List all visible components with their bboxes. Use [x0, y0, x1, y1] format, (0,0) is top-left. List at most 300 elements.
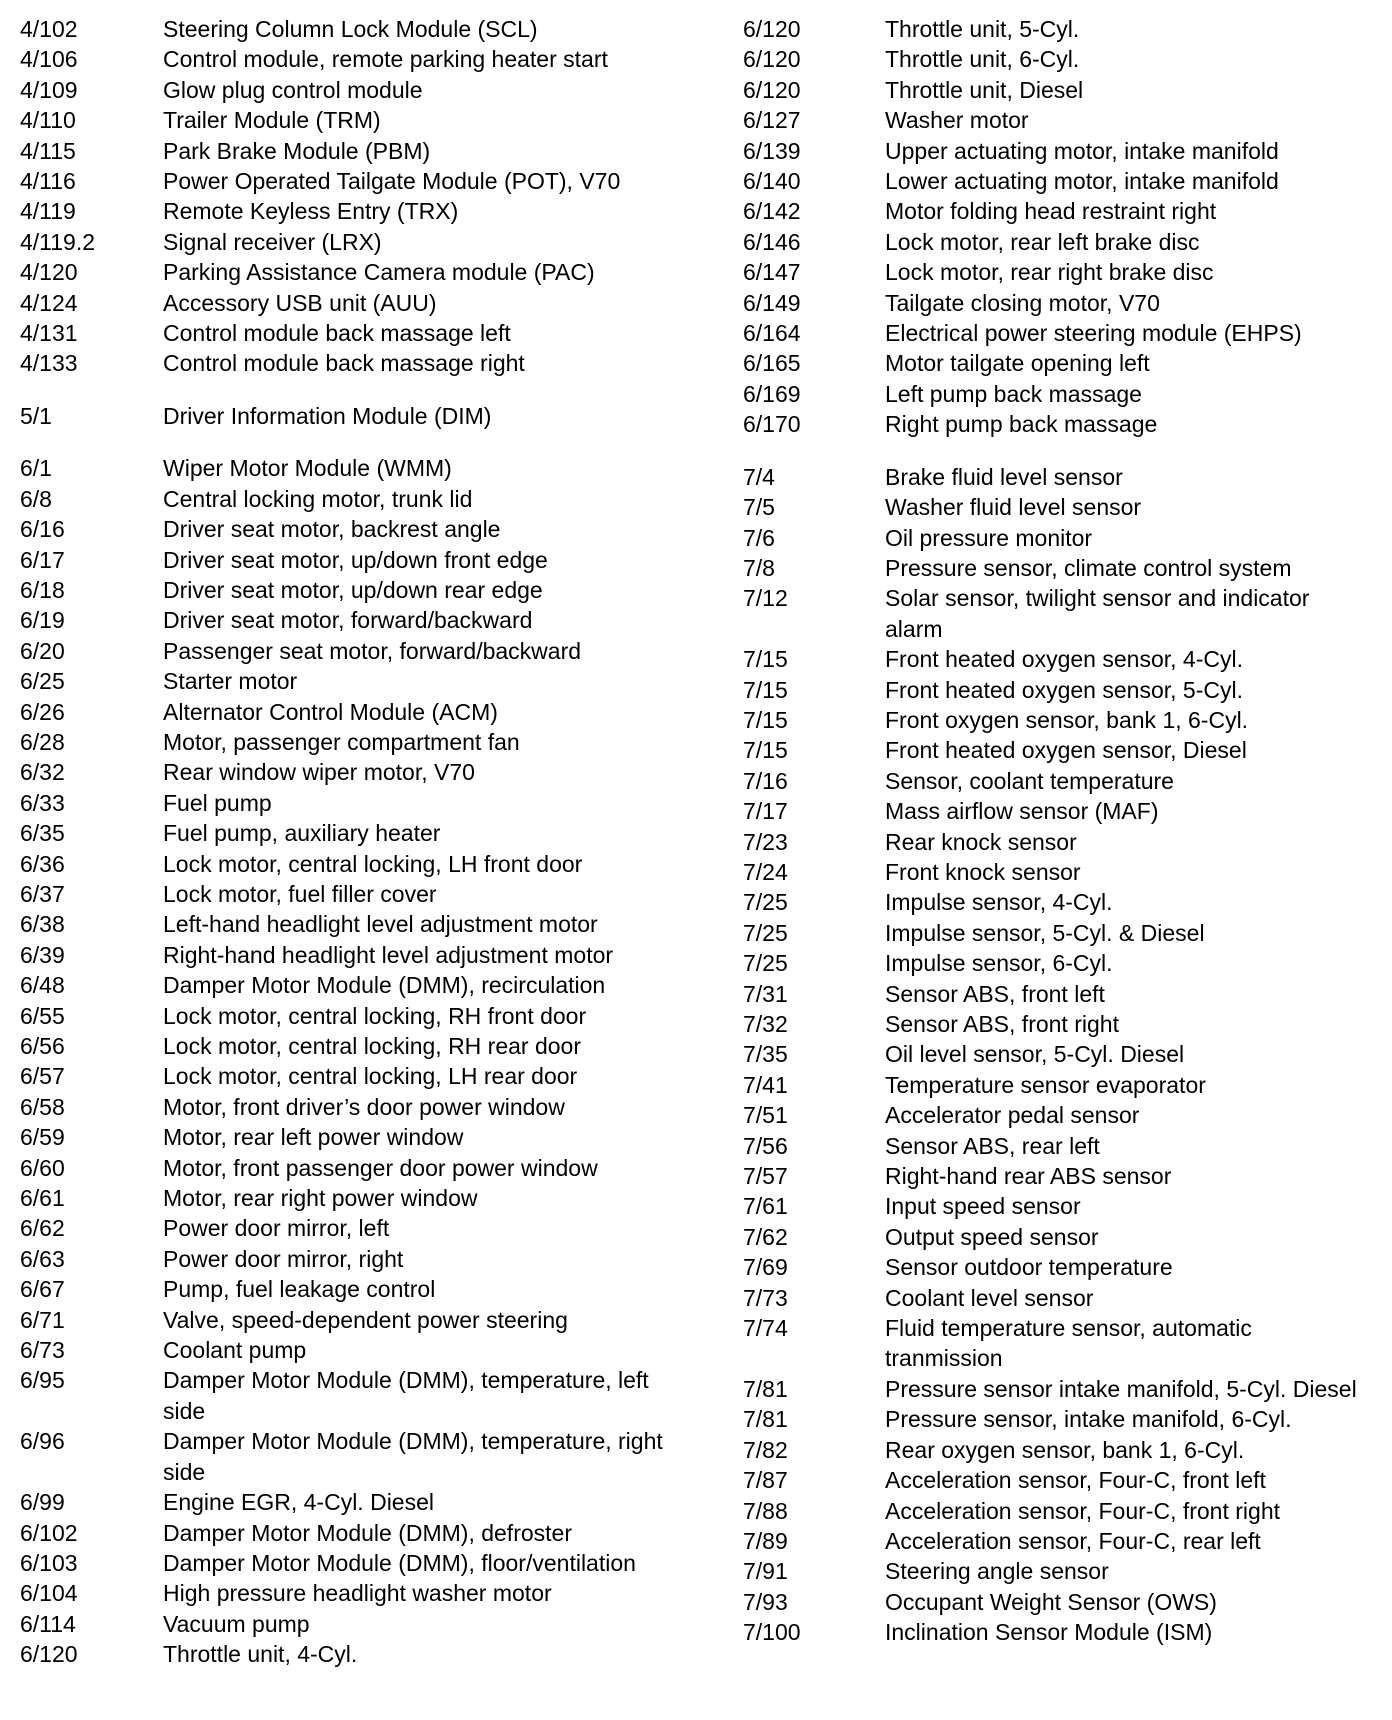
component-code: 6/16 — [20, 516, 65, 543]
component-row — [743, 257, 1363, 287]
component-code: 4/124 — [20, 289, 78, 316]
component-code: 7/51 — [743, 1102, 788, 1129]
component-row — [20, 1213, 680, 1243]
component-row — [20, 257, 680, 287]
component-code: 6/36 — [20, 850, 65, 877]
component-code: 6/120 — [20, 1641, 78, 1668]
component-description: Occupant Weight Sensor (OWS) — [885, 1588, 1217, 1615]
component-code: 4/109 — [20, 76, 78, 103]
component-description: Lower actuating motor, intake manifold — [885, 168, 1279, 195]
component-description: Starter motor — [163, 668, 298, 695]
component-description: Motor, passenger compartment fan — [163, 728, 520, 755]
component-description: Rear window wiper motor, V70 — [163, 759, 475, 786]
component-description: Mass airflow sensor (MAF) — [885, 798, 1159, 825]
component-description: Engine EGR, 4-Cyl. Diesel — [163, 1489, 434, 1516]
component-code: 6/147 — [743, 259, 801, 286]
component-description: Washer motor — [885, 107, 1029, 134]
component-row — [743, 196, 1363, 226]
component-row — [20, 75, 680, 105]
component-row — [743, 766, 1363, 796]
component-description: Pump, fuel leakage control — [163, 1276, 436, 1303]
component-description: Motor, rear right power window — [163, 1185, 478, 1212]
component-row — [743, 675, 1363, 705]
component-code: 7/15 — [743, 737, 788, 764]
component-row — [743, 1100, 1363, 1130]
component-row — [20, 666, 680, 696]
component-description: Upper actuating motor, intake manifold — [885, 137, 1279, 164]
component-description: Oil level sensor, 5-Cyl. Diesel — [885, 1041, 1185, 1068]
component-code: 7/74 — [743, 1315, 788, 1342]
component-row — [743, 379, 1363, 409]
component-row — [743, 1252, 1363, 1282]
component-row — [20, 1031, 680, 1061]
component-row — [20, 14, 680, 44]
component-code: 7/100 — [743, 1619, 801, 1646]
component-row — [20, 1548, 680, 1578]
component-description: Front knock sensor — [885, 858, 1081, 885]
component-row — [743, 1465, 1363, 1495]
component-row — [20, 727, 680, 757]
component-code: 6/57 — [20, 1063, 65, 1090]
component-description: Signal receiver (LRX) — [163, 228, 382, 255]
component-row — [20, 1061, 680, 1091]
component-row — [20, 1092, 680, 1122]
component-code: 6/35 — [20, 820, 65, 847]
component-description: Pressure sensor intake manifold, 5-Cyl. Diesel — [885, 1375, 1357, 1402]
component-row — [743, 1191, 1363, 1221]
component-row — [743, 1404, 1363, 1434]
component-row — [743, 462, 1363, 492]
component-description: Throttle unit, Diesel — [885, 76, 1084, 103]
component-description: Oil pressure monitor — [885, 524, 1093, 551]
component-description: Coolant pump — [163, 1337, 307, 1364]
component-code: 6/17 — [20, 546, 65, 573]
component-row — [743, 1374, 1363, 1404]
component-code: 6/1 — [20, 455, 52, 482]
component-description: Impulse sensor, 6-Cyl. — [885, 950, 1113, 977]
component-code: 6/104 — [20, 1580, 78, 1607]
component-row — [20, 1609, 680, 1639]
component-code: 7/17 — [743, 798, 788, 825]
component-description: Rear oxygen sensor, bank 1, 6-Cyl. — [885, 1436, 1245, 1463]
component-code: 6/20 — [20, 637, 65, 664]
component-description: Sensor ABS, front right — [885, 1011, 1119, 1037]
component-code: 7/69 — [743, 1254, 788, 1281]
component-description: Fluid temperature sensor, automatic tranmission — [885, 1315, 1252, 1372]
component-row — [743, 14, 1363, 44]
component-code: 6/8 — [20, 485, 52, 512]
component-row — [20, 1305, 680, 1335]
component-code: 6/48 — [20, 972, 65, 999]
component-description: High pressure headlight washer motor — [163, 1580, 552, 1607]
component-code: 7/23 — [743, 828, 788, 855]
component-code: 6/165 — [743, 350, 801, 377]
component-description: Output speed sensor — [885, 1223, 1099, 1250]
component-row — [743, 887, 1363, 917]
component-row — [743, 1313, 1363, 1374]
component-description: Lock motor, central locking, LH front door — [163, 850, 583, 877]
component-description: Acceleration sensor, Four-C, rear left — [885, 1527, 1261, 1554]
component-code: 6/146 — [743, 228, 801, 255]
component-code: 6/114 — [20, 1610, 76, 1637]
component-code: 6/25 — [20, 668, 65, 695]
component-code: 7/16 — [743, 767, 788, 794]
component-row — [20, 1487, 680, 1517]
component-code: 6/102 — [20, 1519, 78, 1546]
component-code: 6/142 — [743, 198, 801, 225]
component-description: Alternator Control Module (ACM) — [163, 698, 498, 725]
component-description: Damper Motor Module (DMM), defroster — [163, 1519, 572, 1546]
component-row — [20, 196, 680, 226]
component-row — [743, 1161, 1363, 1191]
component-code: 6/99 — [20, 1489, 65, 1516]
component-code: 6/26 — [20, 698, 65, 725]
component-description: Power door mirror, left — [163, 1215, 390, 1242]
component-code: 6/58 — [20, 1093, 65, 1120]
component-row — [743, 1496, 1363, 1526]
component-code: 6/19 — [20, 607, 65, 634]
component-code: 6/63 — [20, 1245, 65, 1272]
component-row — [20, 575, 680, 605]
component-row — [20, 909, 680, 939]
component-row — [743, 1222, 1363, 1252]
component-row — [743, 136, 1363, 166]
component-code: 4/133 — [20, 350, 78, 377]
component-code: 6/139 — [743, 137, 801, 164]
component-code: 7/62 — [743, 1223, 788, 1250]
component-description: Solar sensor, twilight sensor and indicator alarm — [885, 585, 1310, 642]
component-code: 6/59 — [20, 1124, 65, 1151]
component-description: Lock motor, fuel filler cover — [163, 880, 437, 907]
component-row — [20, 1578, 680, 1608]
component-row — [743, 1039, 1363, 1069]
component-description: Pressure sensor, intake manifold, 6-Cyl. — [885, 1406, 1292, 1433]
component-row — [743, 644, 1363, 674]
component-row — [20, 1365, 680, 1426]
component-code: 6/28 — [20, 728, 65, 755]
component-row — [20, 849, 680, 879]
component-description: Right-hand headlight level adjustment motor — [163, 941, 614, 968]
component-code: 6/120 — [743, 16, 801, 42]
component-row — [743, 1526, 1363, 1556]
component-row — [743, 105, 1363, 135]
component-description: Front oxygen sensor, bank 1, 6-Cyl. — [885, 706, 1249, 733]
component-row — [743, 705, 1363, 735]
component-row — [743, 166, 1363, 196]
component-code: 6/61 — [20, 1185, 65, 1212]
component-code: 6/39 — [20, 941, 65, 968]
component-row — [20, 514, 680, 544]
component-row — [20, 1518, 680, 1548]
component-code: 4/106 — [20, 46, 78, 73]
component-code: 6/62 — [20, 1215, 65, 1242]
component-row — [20, 818, 680, 848]
component-description: Lock motor, central locking, RH rear door — [163, 1033, 582, 1059]
component-row — [743, 796, 1363, 826]
component-code: 6/103 — [20, 1549, 78, 1576]
component-code: 6/56 — [20, 1033, 65, 1059]
component-code: 6/33 — [20, 789, 65, 816]
component-row — [20, 1183, 680, 1213]
component-description: Steering angle sensor — [885, 1558, 1109, 1585]
component-description: Wiper Motor Module (WMM) — [163, 455, 452, 482]
left-component-column — [20, 14, 680, 1670]
component-code: 7/35 — [743, 1041, 788, 1068]
component-description: Valve, speed-dependent power steering — [163, 1306, 568, 1333]
component-row — [743, 75, 1363, 105]
component-description: Lock motor, rear left brake disc — [885, 228, 1200, 255]
component-row — [20, 545, 680, 575]
component-code: 6/18 — [20, 576, 65, 603]
component-description: Sensor, coolant temperature — [885, 767, 1174, 794]
component-code: 6/38 — [20, 911, 65, 938]
component-description: Acceleration sensor, Four-C, front left — [885, 1467, 1266, 1494]
component-description: Tailgate closing motor, V70 — [885, 289, 1160, 316]
component-description: Inclination Sensor Module (ISM) — [885, 1619, 1213, 1646]
component-row — [743, 827, 1363, 857]
component-description: Brake fluid level sensor — [885, 463, 1123, 490]
component-description: Washer fluid level sensor — [885, 494, 1142, 521]
component-row — [743, 1283, 1363, 1313]
component-code: 7/15 — [743, 676, 788, 703]
component-row — [20, 1274, 680, 1304]
component-description: Sensor ABS, front left — [885, 980, 1105, 1007]
component-row — [743, 1587, 1363, 1617]
component-description: Left-hand headlight level adjustment motor — [163, 911, 598, 938]
component-row — [743, 1556, 1363, 1586]
component-row — [20, 44, 680, 74]
component-row — [743, 1617, 1363, 1647]
component-row — [743, 857, 1363, 887]
component-row — [20, 1335, 680, 1365]
component-code: 6/95 — [20, 1367, 65, 1394]
component-description: Damper Motor Module (DMM), floor/ventilation — [163, 1549, 636, 1576]
component-code: 7/91 — [743, 1558, 788, 1585]
component-description: Driver seat motor, forward/backward — [163, 607, 533, 634]
component-row — [20, 1426, 680, 1487]
component-code: 7/25 — [743, 919, 788, 946]
component-code: 7/32 — [743, 1011, 788, 1037]
component-row — [20, 757, 680, 787]
component-description: Accessory USB unit (AUU) — [163, 289, 437, 316]
component-code: 6/149 — [743, 289, 801, 316]
component-code: 7/41 — [743, 1071, 788, 1098]
component-description: Impulse sensor, 5-Cyl. & Diesel — [885, 919, 1205, 946]
component-description: Glow plug control module — [163, 76, 423, 103]
component-code: 7/87 — [743, 1467, 788, 1494]
component-description: Damper Motor Module (DMM), temperature, right side — [163, 1428, 663, 1485]
component-description: Impulse sensor, 4-Cyl. — [885, 889, 1113, 916]
component-description: Pressure sensor, climate control system — [885, 554, 1292, 581]
component-description: Driver seat motor, up/down rear edge — [163, 576, 543, 603]
component-description: Power door mirror, right — [163, 1245, 404, 1272]
component-description: Input speed sensor — [885, 1193, 1081, 1220]
component-code: 4/119.2 — [20, 228, 96, 255]
component-row — [20, 1244, 680, 1274]
component-code: 4/102 — [20, 16, 78, 42]
component-description: Acceleration sensor, Four-C, front right — [885, 1497, 1280, 1524]
component-description: Parking Assistance Camera module (PAC) — [163, 259, 595, 286]
component-code: 6/71 — [20, 1306, 65, 1333]
component-description: Motor tailgate opening left — [885, 350, 1150, 377]
component-description: Temperature sensor evaporator — [885, 1071, 1206, 1098]
component-code: 4/120 — [20, 259, 78, 286]
component-row — [743, 553, 1363, 583]
component-description: Park Brake Module (PBM) — [163, 137, 431, 164]
component-code: 7/15 — [743, 706, 788, 733]
component-code: 6/170 — [743, 411, 801, 438]
component-description: Lock motor, central locking, RH front door — [163, 1002, 587, 1029]
component-row — [20, 401, 680, 431]
component-row — [20, 1153, 680, 1183]
component-row — [20, 970, 680, 1000]
component-description: Vacuum pump — [163, 1610, 310, 1637]
component-code: 7/73 — [743, 1284, 788, 1311]
component-row — [20, 940, 680, 970]
component-code: 7/56 — [743, 1132, 788, 1159]
component-description: Sensor ABS, rear left — [885, 1132, 1100, 1159]
component-row — [743, 409, 1363, 439]
component-description: Fuel pump — [163, 789, 272, 816]
component-description: Motor, front driver’s door power window — [163, 1093, 565, 1120]
component-row — [743, 348, 1363, 378]
component-row — [20, 484, 680, 514]
component-row — [20, 166, 680, 196]
component-code: 6/60 — [20, 1154, 65, 1181]
component-row — [20, 288, 680, 318]
component-description: Driver seat motor, backrest angle — [163, 516, 501, 543]
component-row — [20, 318, 680, 348]
component-description: Right-hand rear ABS sensor — [885, 1163, 1172, 1190]
component-code: 7/88 — [743, 1497, 788, 1524]
component-row — [20, 105, 680, 135]
component-code: 7/81 — [743, 1406, 788, 1433]
component-row — [743, 44, 1363, 74]
component-row — [20, 788, 680, 818]
component-code: 7/6 — [743, 524, 775, 551]
component-row — [20, 879, 680, 909]
component-row — [20, 1639, 680, 1669]
component-code: 7/93 — [743, 1588, 788, 1615]
component-code: 4/131 — [20, 320, 78, 347]
component-description: Driver seat motor, up/down front edge — [163, 546, 548, 573]
component-description: Throttle unit, 4-Cyl. — [163, 1641, 358, 1668]
component-row — [20, 697, 680, 727]
component-code: 7/81 — [743, 1375, 788, 1402]
component-code: 7/12 — [743, 585, 788, 612]
component-description: Electrical power steering module (EHPS) — [885, 320, 1302, 347]
component-row — [20, 636, 680, 666]
component-code: 6/169 — [743, 380, 801, 407]
component-code: 7/82 — [743, 1436, 788, 1463]
component-code: 7/57 — [743, 1163, 788, 1190]
component-row — [20, 1122, 680, 1152]
component-code: 6/127 — [743, 107, 801, 134]
component-description: Sensor outdoor temperature — [885, 1254, 1173, 1281]
component-code: 7/31 — [743, 980, 788, 1007]
component-description: Passenger seat motor, forward/backward — [163, 637, 582, 664]
component-row — [20, 605, 680, 635]
component-row — [743, 1070, 1363, 1100]
component-description: Coolant level sensor — [885, 1284, 1094, 1311]
component-code: 7/61 — [743, 1193, 788, 1220]
component-description: Power Operated Tailgate Module (POT), V70 — [163, 168, 621, 195]
component-description: Control module, remote parking heater start — [163, 46, 608, 73]
component-description: Lock motor, rear right brake disc — [885, 259, 1214, 286]
component-description: Motor, front passenger door power window — [163, 1154, 598, 1181]
component-code: 7/89 — [743, 1527, 788, 1554]
component-row — [743, 288, 1363, 318]
component-description: Rear knock sensor — [885, 828, 1077, 855]
component-row — [20, 453, 680, 483]
component-row — [743, 918, 1363, 948]
component-description: Damper Motor Module (DMM), recirculation — [163, 972, 606, 999]
right-component-column — [743, 14, 1363, 1648]
component-description: Throttle unit, 6-Cyl. — [885, 46, 1080, 73]
component-code: 4/119 — [20, 198, 76, 225]
component-description: Front heated oxygen sensor, 4-Cyl. — [885, 646, 1243, 673]
component-code: 4/115 — [20, 137, 76, 164]
component-code: 6/120 — [743, 76, 801, 103]
component-description: Fuel pump, auxiliary heater — [163, 820, 441, 847]
component-code: 5/1 — [20, 402, 52, 429]
component-description: Central locking motor, trunk lid — [163, 485, 473, 512]
component-row — [743, 227, 1363, 257]
component-code: 4/110 — [20, 107, 76, 134]
component-code: 6/32 — [20, 759, 65, 786]
component-code: 7/15 — [743, 646, 788, 673]
component-description: Steering Column Lock Module (SCL) — [163, 16, 538, 42]
component-description: Right pump back massage — [885, 411, 1158, 438]
component-row — [743, 1009, 1363, 1039]
component-row — [743, 492, 1363, 522]
component-description: Damper Motor Module (DMM), temperature, left side — [163, 1367, 649, 1424]
component-code: 6/120 — [743, 46, 801, 73]
component-description: Front heated oxygen sensor, Diesel — [885, 737, 1247, 764]
component-row — [743, 948, 1363, 978]
component-description: Remote Keyless Entry (TRX) — [163, 198, 459, 225]
component-row — [20, 348, 680, 378]
component-row — [743, 735, 1363, 765]
component-code: 7/25 — [743, 889, 788, 916]
component-row — [20, 1001, 680, 1031]
component-description: Front heated oxygen sensor, 5-Cyl. — [885, 676, 1243, 703]
component-code: 6/37 — [20, 880, 65, 907]
component-code: 6/67 — [20, 1276, 65, 1303]
component-code: 6/140 — [743, 168, 801, 195]
component-code: 7/25 — [743, 950, 788, 977]
component-row — [743, 979, 1363, 1009]
component-code: 6/55 — [20, 1002, 65, 1029]
component-code: 6/164 — [743, 320, 801, 347]
component-description: Accelerator pedal sensor — [885, 1102, 1140, 1129]
component-code: 7/5 — [743, 494, 775, 521]
component-code: 7/4 — [743, 463, 775, 490]
component-row — [743, 523, 1363, 553]
component-row — [743, 1131, 1363, 1161]
component-code: 7/8 — [743, 554, 775, 581]
component-description: Throttle unit, 5-Cyl. — [885, 16, 1080, 42]
component-description: Control module back massage left — [163, 320, 511, 347]
component-description: Lock motor, central locking, LH rear door — [163, 1063, 578, 1090]
component-row — [743, 583, 1363, 644]
component-code: 4/116 — [20, 168, 76, 195]
component-row — [743, 318, 1363, 348]
component-description: Motor folding head restraint right — [885, 198, 1217, 225]
component-description: Trailer Module (TRM) — [163, 107, 381, 134]
component-description: Control module back massage right — [163, 350, 525, 377]
component-row — [20, 136, 680, 166]
